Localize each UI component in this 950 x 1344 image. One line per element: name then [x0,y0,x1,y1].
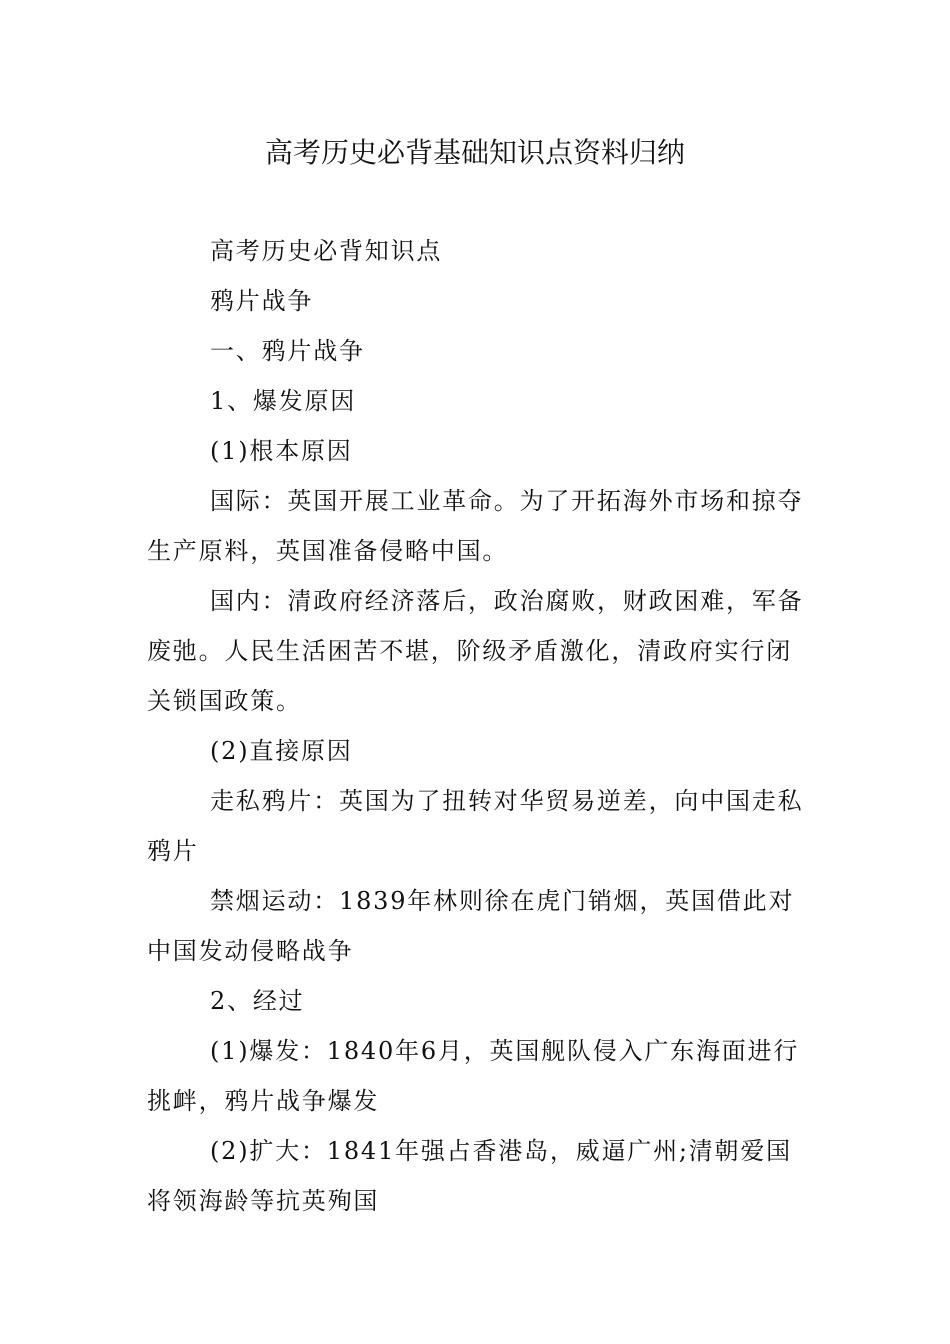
document-title: 高考历史必背基础知识点资料归纳 [264,136,685,169]
paragraph-international: 国际：英国开展工业革命。为了开拓海外市场和掠夺生产原料，英国准备侵略中国。 [147,487,804,565]
document-body [147,226,807,1226]
paragraph-root-cause-heading: (1)根本原因 [210,437,353,465]
paragraph-subheading-causes: 1、爆发原因 [210,387,357,415]
paragraph-smuggling: 走私鸦片：英国为了扭转对华贸易逆差，向中国走私鸦片 [147,787,804,865]
paragraph-chapter-heading: 一、鸦片战争 [210,337,365,365]
paragraph-topic: 鸦片战争 [210,287,314,315]
paragraph-direct-cause-heading: (2)直接原因 [210,737,353,765]
paragraph-outbreak: (1)爆发：1840年6月，英国舰队侵入广东海面进行挑衅，鸦片战争爆发 [147,1037,800,1115]
paragraph-domestic: 国内：清政府经济落后，政治腐败，财政困难，军备废弛。人民生活困苦不堪，阶级矛盾激化，清政府实行闭关锁国政策。 [147,587,804,715]
paragraph-section-heading: 高考历史必背知识点 [210,237,443,265]
paragraph-opium-ban: 禁烟运动：1839年林则徐在虎门销烟，英国借此对中国发动侵略战争 [147,887,795,965]
paragraph-subheading-process: 2、经过 [210,987,305,1015]
paragraph-expansion: (2)扩大：1841年强占香港岛，威逼广州;清朝爱国将领海龄等抗英殉国 [147,1137,792,1215]
